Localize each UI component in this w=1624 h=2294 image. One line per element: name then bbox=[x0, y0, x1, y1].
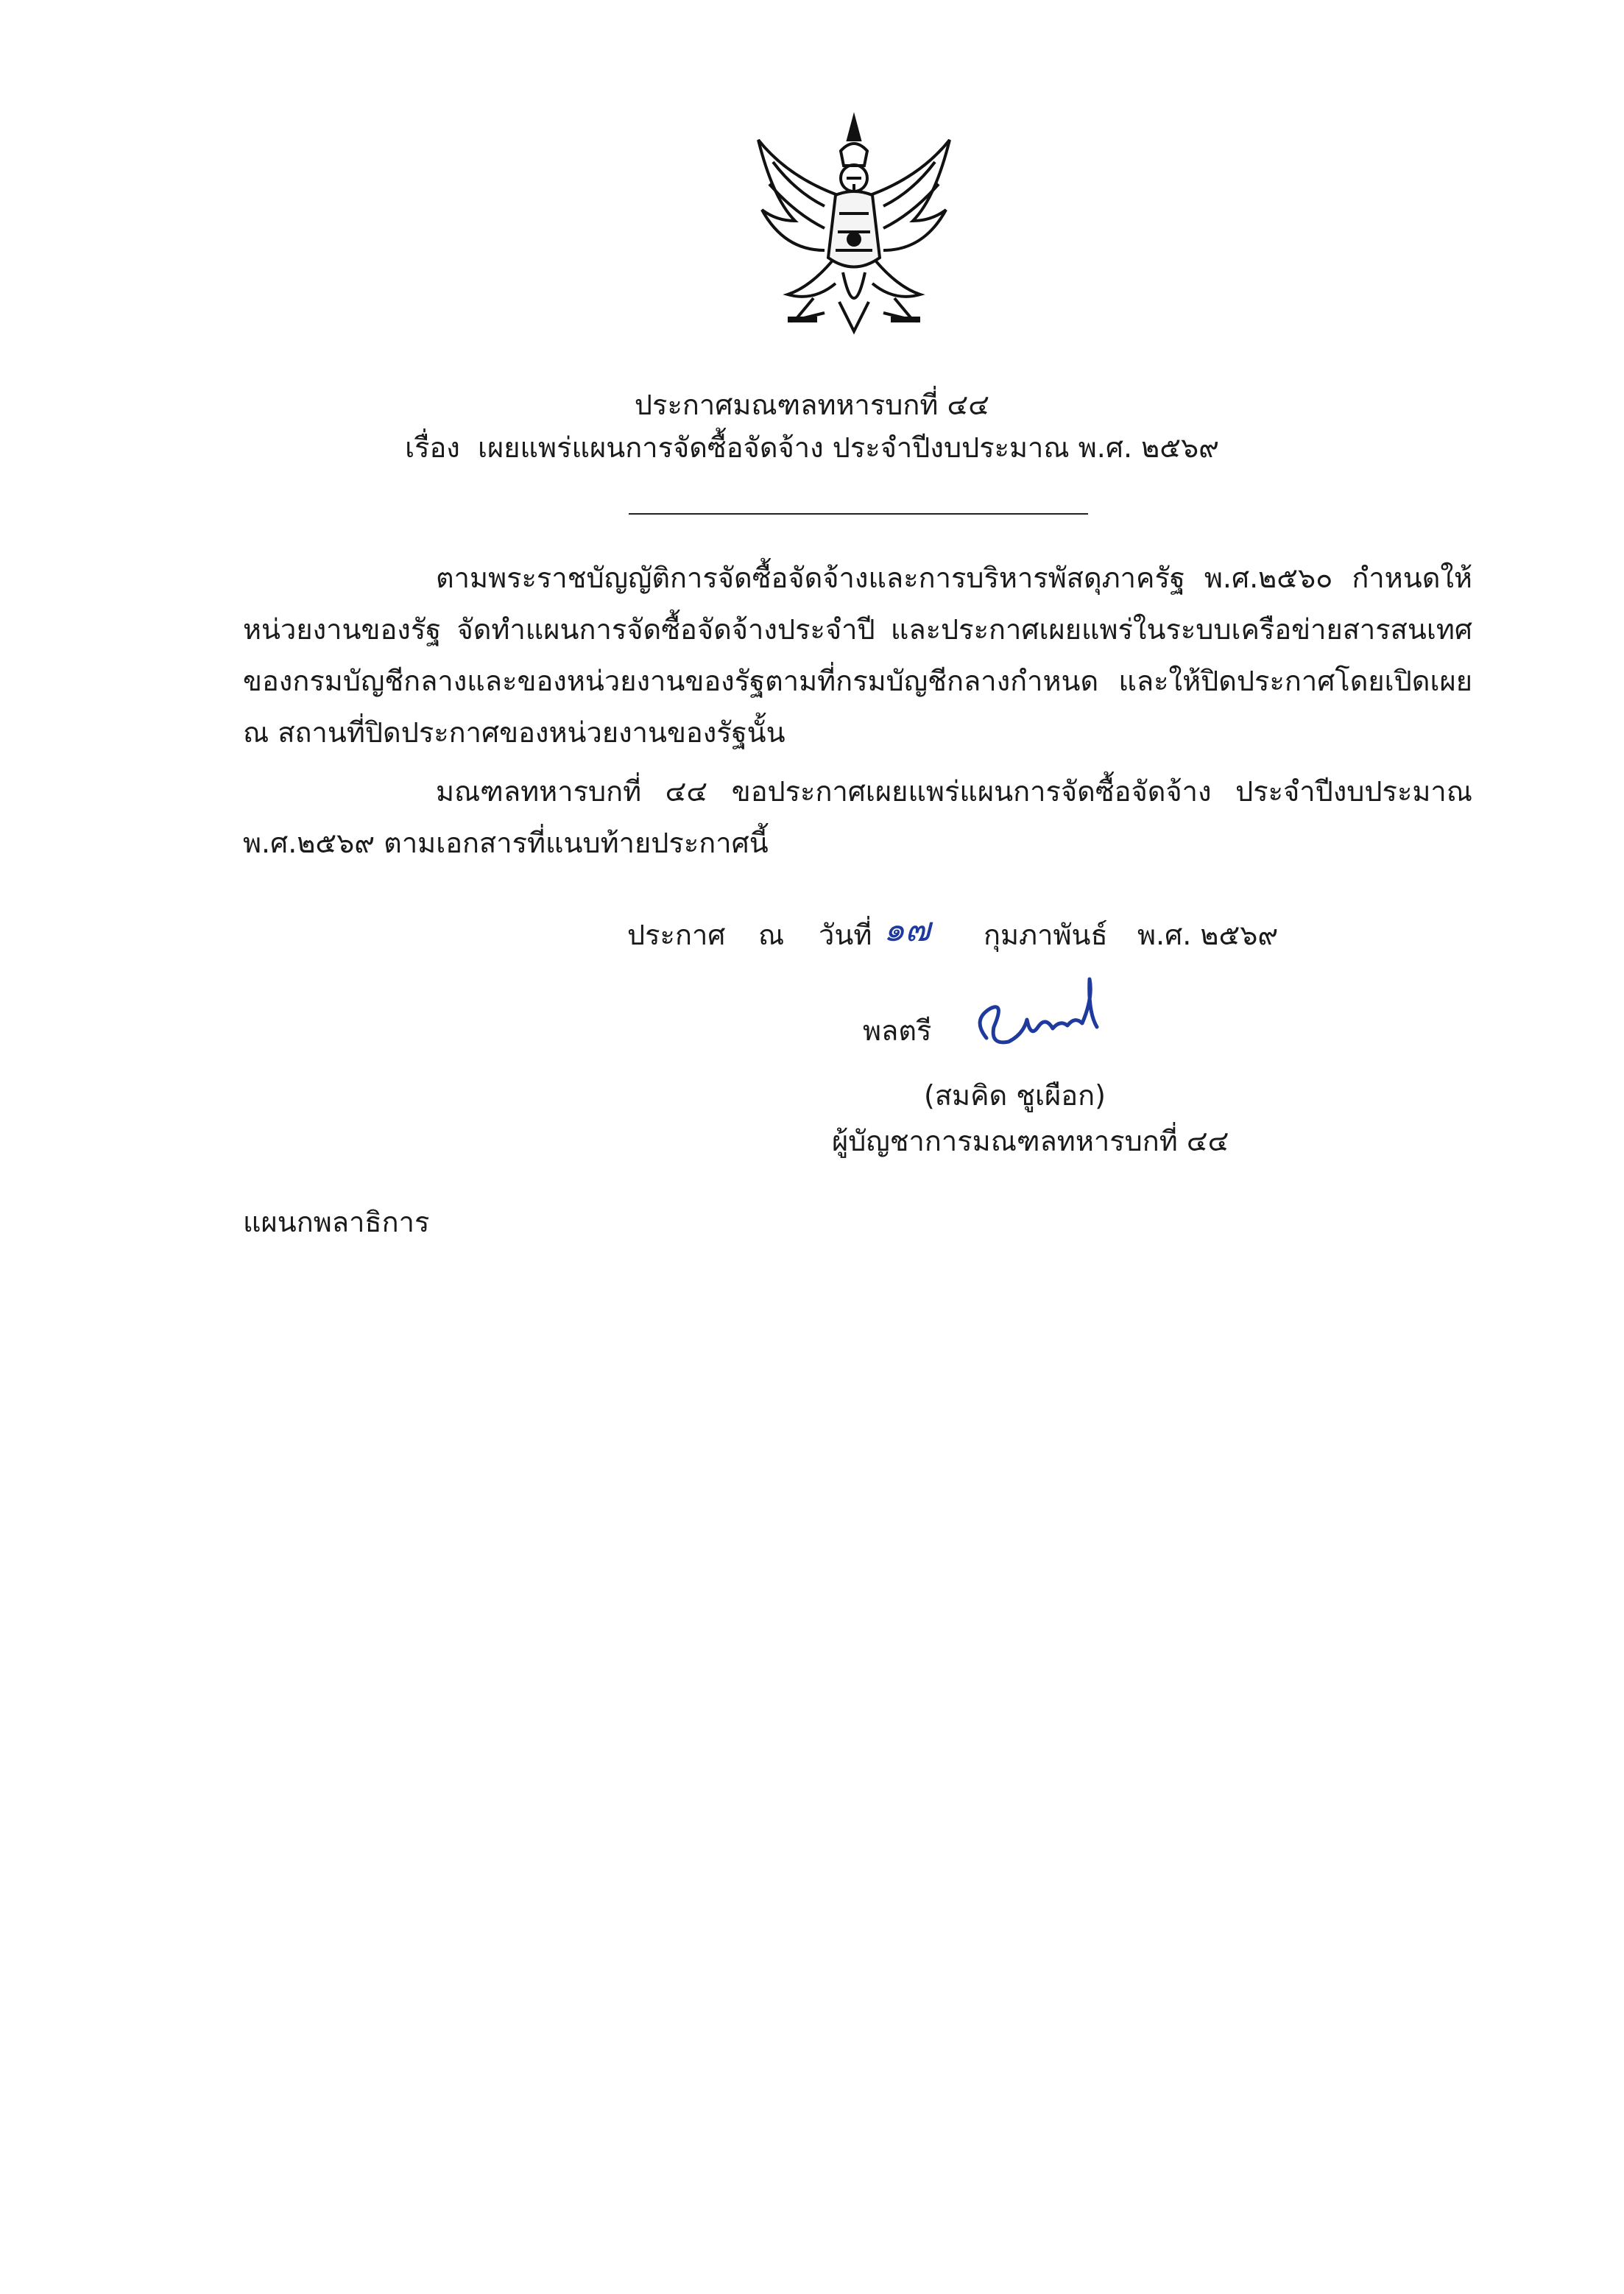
paragraph-1-line: ตามพระราชบัญญัติการจัดซื้อจัดจ้างและการบริหารพัสดุภาครัฐ พ.ศ.๒๕๖๐ กำหนดให้ bbox=[436, 562, 1472, 594]
dateline-at: ณ bbox=[758, 919, 785, 951]
dateline-year: พ.ศ. ๒๕๖๙ bbox=[1137, 919, 1279, 951]
garuda-emblem-icon bbox=[744, 110, 964, 339]
paragraph-1 bbox=[243, 552, 1472, 758]
dateline-day-handwritten: ๑๗ bbox=[883, 909, 931, 949]
paragraph-1-line: หน่วยงานของรัฐ จัดทำแผนการจัดซื้อจัดจ้างประจำปี และประกาศเผยแพร่ในระบบเครือข่ายสารสนเทศ bbox=[243, 613, 1472, 646]
issuing-department: แผนกพลาธิการ bbox=[243, 1206, 430, 1238]
subject-label: เรื่อง bbox=[405, 431, 460, 464]
paragraph-2 bbox=[243, 766, 1472, 869]
signature-rank: พลตรี bbox=[863, 1014, 932, 1047]
dateline-day-label: วันที่ bbox=[819, 919, 872, 951]
dateline-announced: ประกาศ bbox=[627, 919, 726, 951]
subject-text: เผยแพร่แผนการจัดซื้อจัดจ้าง ประจำปีงบประมาณ พ.ศ. ๒๕๖๙ bbox=[478, 431, 1219, 464]
paragraph-2-line: มณฑลทหารบกที่ ๔๔ ขอประกาศเผยแพร่แผนการจัดซื้อจัดจ้าง ประจำปีงบประมาณ bbox=[436, 775, 1472, 808]
paragraph-1-line: ณ สถานที่ปิดประกาศของหน่วยงานของรัฐนั้น bbox=[243, 716, 785, 749]
dateline-month: กุมภาพันธ์ bbox=[984, 919, 1108, 951]
signature-name: (สมคิด ชูเผือก) bbox=[924, 1079, 1106, 1112]
announcement-title: ประกาศมณฑลทหารบกที่ ๔๔ bbox=[634, 389, 990, 421]
signature-position: ผู้บัญชาการมณฑลทหารบกที่ ๔๔ bbox=[832, 1125, 1229, 1157]
paragraph-2-line: พ.ศ.๒๕๖๙ ตามเอกสารที่แนบท้ายประกาศนี้ bbox=[243, 827, 769, 859]
title-divider bbox=[629, 513, 1088, 515]
paragraph-1-line: ของกรมบัญชีกลางและของหน่วยงานของรัฐตามที่กรมบัญชีกลางกำหนด และให้ปิดประกาศโดยเปิดเผย bbox=[243, 665, 1472, 697]
subject-line bbox=[0, 426, 1624, 470]
handwritten-signature bbox=[964, 968, 1112, 1064]
